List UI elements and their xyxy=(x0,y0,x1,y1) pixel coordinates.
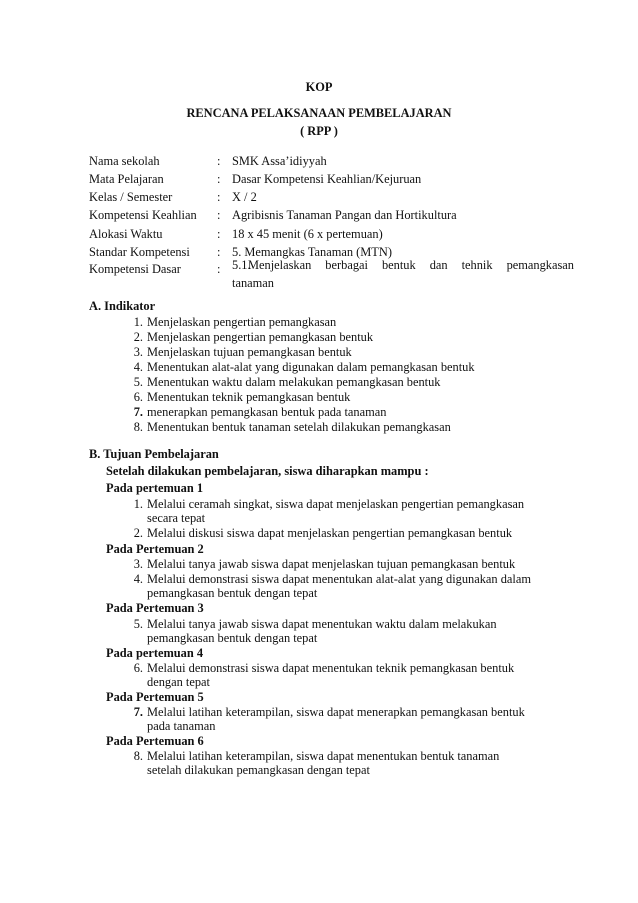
identity-label: Standar Kompetensi xyxy=(89,245,190,259)
section-a-heading: A. Indikator xyxy=(89,299,156,313)
list-item: Menjelaskan pengertian pemangkasan bentuk xyxy=(147,330,374,344)
list-number: 3. xyxy=(133,345,143,359)
identity-value: SMK Assa’idiyyah xyxy=(232,154,327,168)
meeting-heading: Pada Pertemuan 3 xyxy=(106,601,204,615)
identity-colon: : xyxy=(217,190,221,204)
identity-label: Kompetensi Dasar xyxy=(89,262,181,276)
list-item: Melalui ceramah singkat, siswa dapat menjelaskan pengertian pemangkasan xyxy=(147,497,525,511)
identity-label: Kompetensi Keahlian xyxy=(89,208,197,222)
doc-subtitle: ( RPP ) xyxy=(300,124,338,138)
list-number: 7. xyxy=(133,405,143,419)
list-item: Melalui latihan keterampilan, siswa dapat menentukan bentuk tanaman xyxy=(147,749,500,763)
identity-label: Mata Pelajaran xyxy=(89,172,164,186)
meeting-heading: Pada Pertemuan 2 xyxy=(106,542,204,556)
list-item: Menentukan teknik pemangkasan bentuk xyxy=(147,390,351,404)
identity-value: X / 2 xyxy=(232,190,257,204)
identity-value: Dasar Kompetensi Keahlian/Kejuruan xyxy=(232,172,422,186)
list-item: Menjelaskan tujuan pemangkasan bentuk xyxy=(147,345,352,359)
list-number: 5. xyxy=(133,375,143,389)
list-number: 8. xyxy=(133,749,143,763)
list-number: 1. xyxy=(133,315,143,329)
list-item: Melalui demonstrasi siswa dapat menentukan alat-alat yang digunakan dalam xyxy=(147,572,531,586)
list-item: Menentukan bentuk tanaman setelah dilakukan pemangkasan xyxy=(147,420,451,434)
identity-colon: : xyxy=(217,262,221,276)
identity-label: Nama sekolah xyxy=(89,154,160,168)
list-number: 5. xyxy=(133,617,143,631)
identity-colon: : xyxy=(217,172,221,186)
meeting-heading: Pada pertemuan 4 xyxy=(106,646,204,660)
section-b-heading: B. Tujuan Pembelajaran xyxy=(89,447,219,461)
list-number: 3. xyxy=(133,557,143,571)
kd-text-line1: Menjelaskan berbagai bentuk dan tehnik pemangkasan xyxy=(248,258,574,272)
doc-kop: KOP xyxy=(305,80,333,94)
list-item-continued: pemangkasan bentuk dengan tepat xyxy=(147,631,318,645)
list-number: 8. xyxy=(133,420,143,434)
list-item: Melalui tanya jawab siswa dapat menjelaskan tujuan pemangkasan bentuk xyxy=(147,557,516,571)
list-item-continued: dengan tepat xyxy=(147,675,210,689)
identity-colon: : xyxy=(217,208,221,222)
list-number: 2. xyxy=(133,526,143,540)
list-number: 6. xyxy=(133,390,143,404)
list-number: 4. xyxy=(133,360,143,374)
list-number: 6. xyxy=(133,661,143,675)
list-item: menerapkan pemangkasan bentuk pada tanaman xyxy=(147,405,387,419)
list-item: Menentukan alat-alat yang digunakan dalam pemangkasan bentuk xyxy=(147,360,475,374)
identity-value: 18 x 45 menit (6 x pertemuan) xyxy=(232,227,383,241)
identity-label: Alokasi Waktu xyxy=(89,227,163,241)
list-item-continued: secara tepat xyxy=(147,511,206,525)
meeting-heading: Pada pertemuan 1 xyxy=(106,481,204,495)
identity-colon: : xyxy=(217,245,221,259)
identity-value: Agribisnis Tanaman Pangan dan Hortikultura xyxy=(232,208,457,222)
list-item-continued: pada tanaman xyxy=(147,719,216,733)
doc-title: RENCANA PELAKSANAAN PEMBELAJARAN xyxy=(186,106,452,120)
list-item: Melalui tanya jawab siswa dapat menentukan waktu dalam melakukan xyxy=(147,617,497,631)
kd-number: 5.1. xyxy=(232,258,251,272)
list-item-continued: setelah dilakukan pemangkasan dengan tepat xyxy=(147,763,370,777)
list-number: 2. xyxy=(133,330,143,344)
tujuan-intro: Setelah dilakukan pembelajaran, siswa diharapkan mampu : xyxy=(106,464,429,478)
list-item: Melalui demonstrasi siswa dapat menentukan teknik pemangkasan bentuk xyxy=(147,661,515,675)
list-item-continued: pemangkasan bentuk dengan tepat xyxy=(147,586,318,600)
list-number: 4. xyxy=(133,572,143,586)
identity-colon: : xyxy=(217,227,221,241)
list-number: 7. xyxy=(133,705,143,719)
list-number: 1. xyxy=(133,497,143,511)
identity-label: Kelas / Semester xyxy=(89,190,173,204)
list-item: Melalui diskusi siswa dapat menjelaskan pengertian pemangkasan bentuk xyxy=(147,526,513,540)
list-item: Menjelaskan pengertian pemangkasan xyxy=(147,315,337,329)
meeting-heading: Pada Pertemuan 6 xyxy=(106,734,204,748)
meeting-heading: Pada Pertemuan 5 xyxy=(106,690,204,704)
identity-value: 5. Memangkas Tanaman (MTN) xyxy=(232,245,392,259)
kd-text-line2: tanaman xyxy=(232,276,274,290)
list-item: Melalui latihan keterampilan, siswa dapat menerapkan pemangkasan bentuk xyxy=(147,705,525,719)
list-item: Menentukan waktu dalam melakukan pemangkasan bentuk xyxy=(147,375,441,389)
identity-colon: : xyxy=(217,154,221,168)
